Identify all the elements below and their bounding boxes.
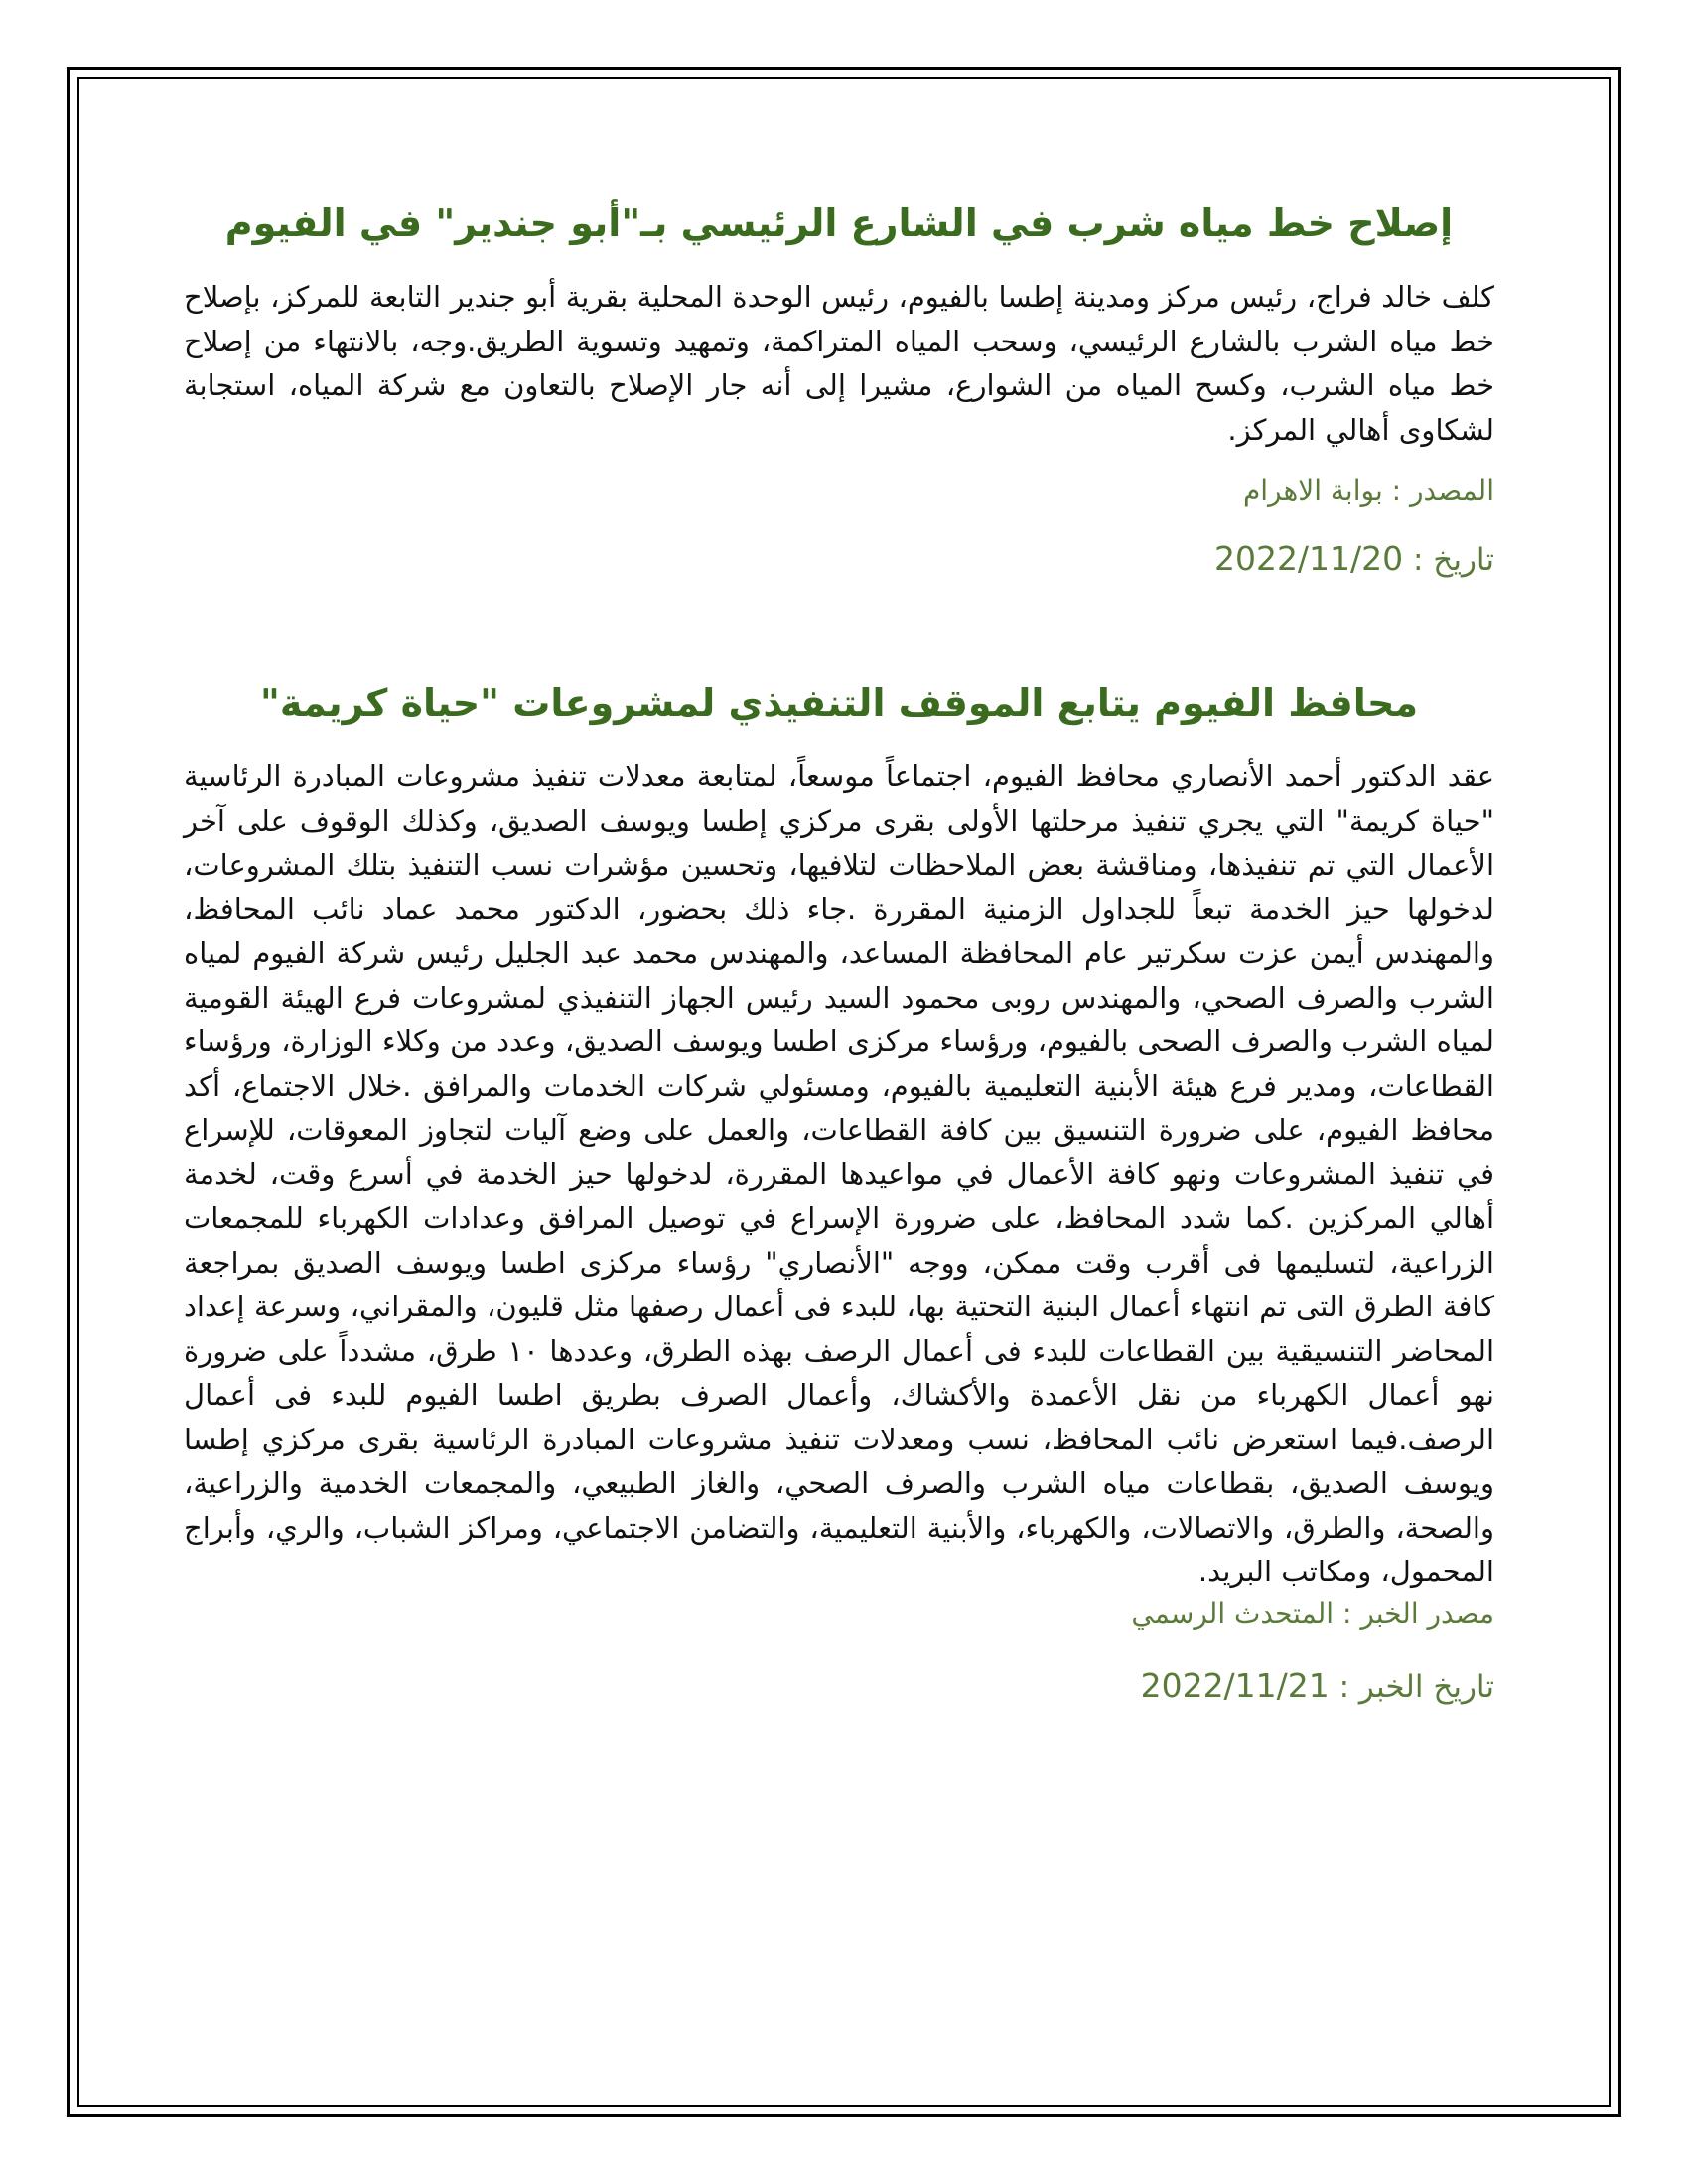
article-title: إصلاح خط مياه شرب في الشارع الرئيسي بـ"أبو جندير" في الفيوم xyxy=(224,202,1454,245)
article-source: مصدر الخبر : المتحدث الرسمي xyxy=(1131,1596,1494,1630)
article-date-value: 2022/11/21 xyxy=(1140,1665,1330,1705)
article-title: محافظ الفيوم يتابع الموقف التنفيذي لمشروعات "حياة كريمة" xyxy=(260,681,1418,725)
news-article xyxy=(184,673,1494,1708)
article-date xyxy=(184,1664,1494,1708)
article-date-label: تاريخ : xyxy=(1403,542,1494,578)
news-article xyxy=(184,194,1494,582)
article-body: عقد الدكتور أحمد الأنصاري محافظ الفيوم، اجتماعاً موسعاً، لمتابعة معدلات تنفيذ مشروعات المبادرة الرئاسية "حياة كريمة" التي يجري تنفيذ مرحلتها الأولى بقرى مركزي إطسا ويوسف الصديق، وكذلك الوقوف على آخر الأعمال التي تم تنفيذها، ومناقشة بعض الملاحظات لتلافيها، وتحسين مؤشرات نسب التنفيذ بتلك المشروعات، لدخولها حيز الخدمة تبعاً للجداول الزمنية المقررة .جاء ذلك بحضور، الدكتور محمد عماد نائب المحافظ، والمهندس أيمن عزت سكرتير عام المحافظة المساعد، والمهندس محمد عبد الجليل رئيس شركة الفيوم لمياه الشرب والصرف الصحي، والمهندس روبى محمود السيد رئيس الجهاز التنفيذي لمشروعات فرع الهيئة القومية لمياه الشرب والصرف الصحى بالفيوم، ورؤساء مركزى اطسا ويوسف الصديق، وعدد من وكلاء الوزارة، ورؤساء القطاعات، ومدير فرع هيئة الأبنية التعليمية بالفيوم، ومسئولي شركات الخدمات والمرافق .خلال الاجتماع، أكد محافظ الفيوم، على ضرورة التنسيق بين كافة القطاعات، والعمل على وضع آليات لتجاوز المعوقات، للإسراع في تنفيذ المشروعات ونهو كافة الأعمال في مواعيدها المقررة، لدخولها حيز الخدمة في أسرع وقت، لخدمة أهالي المركزين .كما شدد المحافظ، على ضرورة الإسراع في توصيل المرافق وعدادات الكهرباء للمجمعات الزراعية، لتسليمها فى أقرب وقت ممكن، ووجه "الأنصاري" رؤساء مركزى اطسا ويوسف الصديق بمراجعة كافة الطرق التى تم انتهاء أعمال البنية التحتية بها، للبدء فى أعمال رصفها مثل قليون، والمقراني، وسرعة إعداد المحاضر التنسيقية بين القطاعات للبدء فى أعمال الرصف بهذه الطرق، وعددها ١٠ طرق، مشدداً على ضرورة نهو أعمال الكهرباء من نقل الأعمدة والأكشاك، وأعمال الصرف بطريق اطسا الفيوم للبدء فى أعمال الرصف.فيما استعرض نائب المحافظ، نسب ومعدلات تنفيذ مشروعات المبادرة الرئاسية بقرى مركزي إطسا ويوسف الصديق، بقطاعات مياه الشرب والصرف الصحي، والغاز الطبيعي، والمجمعات الخدمية والزراعية، والصحة، والطرق، والاتصالات، والكهرباء، والأبنية التعليمية، والتضامن الاجتماعي، ومراكز الشباب، والري، وأبراج المحمول، ومكاتب البريد. xyxy=(184,759,1495,1588)
article-date-value: 2022/11/20 xyxy=(1213,539,1404,578)
article-source: المصدر : بوابة الاهرام xyxy=(1242,475,1494,507)
article-body: كلف خالد فراج، رئيس مركز ومدينة إطسا بالفيوم، رئيس الوحدة المحلية بقرية أبو جندير التابعة للمركز، بإصلاح خط مياه الشرب بالشارع الرئيسي، وسحب المياه المتراكمة، وتمهيد وتسوية الطريق.وجه، بالانتهاء من إصلاح خط مياه الشرب، وكسح المياه من الشوارع، مشيرا إلى أنه جار الإصلاح بالتعاون مع شركة المياه، استجابة لشكاوى أهالي المركز. xyxy=(184,280,1494,447)
article-date-label: تاريخ الخبر : xyxy=(1329,1668,1494,1705)
article-date xyxy=(184,537,1494,582)
document-content xyxy=(184,194,1494,1708)
